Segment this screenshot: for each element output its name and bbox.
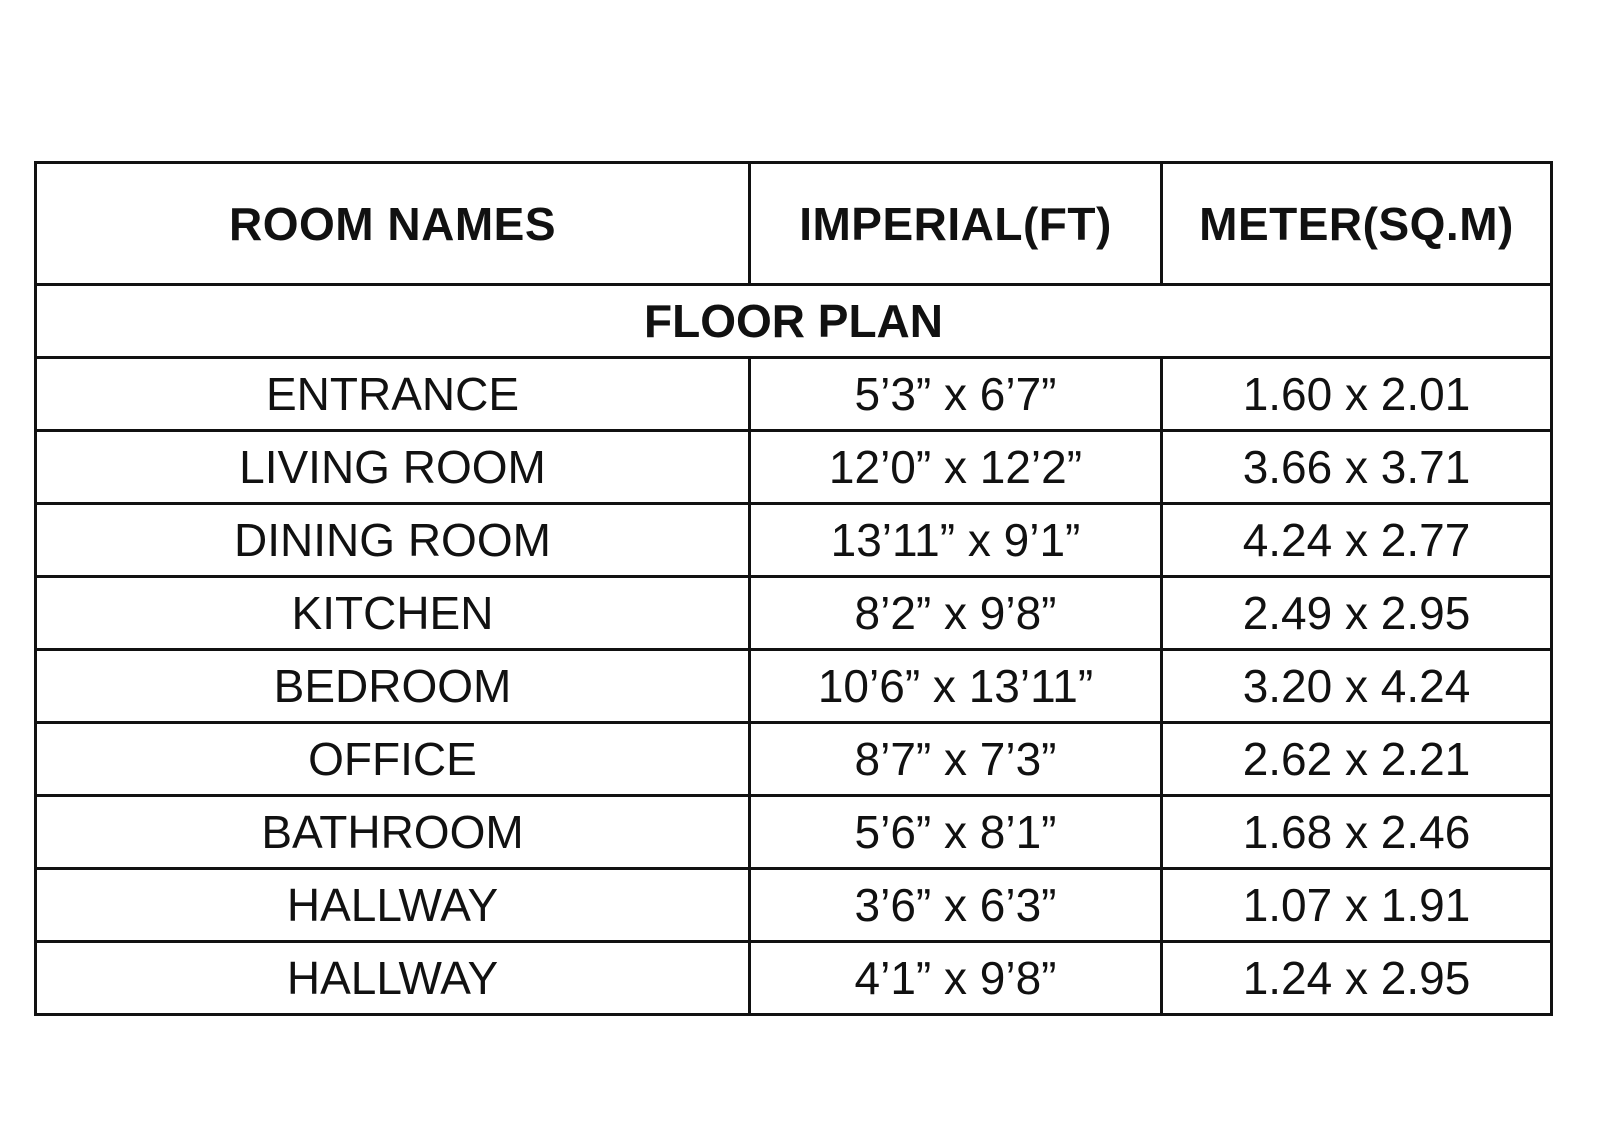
meter-cell: 1.60 x 2.01 — [1162, 358, 1552, 431]
meter-cell: 1.68 x 2.46 — [1162, 796, 1552, 869]
meter-cell: 4.24 x 2.77 — [1162, 504, 1552, 577]
header-imperial: IMPERIAL(FT) — [750, 163, 1162, 285]
imperial-cell: 3’6” x 6’3” — [750, 869, 1162, 942]
room-name-cell: ENTRANCE — [36, 358, 750, 431]
imperial-cell: 10’6” x 13’11” — [750, 650, 1162, 723]
section-title-floor-plan: FLOOR PLAN — [36, 285, 1552, 358]
imperial-cell: 8’7” x 7’3” — [750, 723, 1162, 796]
table-row — [36, 650, 1552, 723]
table-header-row — [36, 163, 1552, 285]
room-name-cell: LIVING ROOM — [36, 431, 750, 504]
imperial-cell: 8’2” x 9’8” — [750, 577, 1162, 650]
table-row — [36, 504, 1552, 577]
imperial-cell: 12’0” x 12’2” — [750, 431, 1162, 504]
room-name-cell: BATHROOM — [36, 796, 750, 869]
room-name-cell: HALLWAY — [36, 942, 750, 1015]
meter-cell: 1.07 x 1.91 — [1162, 869, 1552, 942]
room-dimensions-table — [34, 161, 1553, 1016]
section-row — [36, 285, 1552, 358]
meter-cell: 3.20 x 4.24 — [1162, 650, 1552, 723]
room-name-cell: HALLWAY — [36, 869, 750, 942]
table-row — [36, 723, 1552, 796]
table-row — [36, 869, 1552, 942]
meter-cell: 2.62 x 2.21 — [1162, 723, 1552, 796]
room-name-cell: OFFICE — [36, 723, 750, 796]
meter-cell: 1.24 x 2.95 — [1162, 942, 1552, 1015]
table-row — [36, 577, 1552, 650]
imperial-cell: 5’3” x 6’7” — [750, 358, 1162, 431]
header-room-names: ROOM NAMES — [36, 163, 750, 285]
imperial-cell: 5’6” x 8’1” — [750, 796, 1162, 869]
meter-cell: 3.66 x 3.71 — [1162, 431, 1552, 504]
imperial-cell: 13’11” x 9’1” — [750, 504, 1162, 577]
room-name-cell: DINING ROOM — [36, 504, 750, 577]
room-name-cell: BEDROOM — [36, 650, 750, 723]
table-row — [36, 431, 1552, 504]
table-row — [36, 942, 1552, 1015]
meter-cell: 2.49 x 2.95 — [1162, 577, 1552, 650]
room-name-cell: KITCHEN — [36, 577, 750, 650]
imperial-cell: 4’1” x 9’8” — [750, 942, 1162, 1015]
table-row — [36, 358, 1552, 431]
table-row — [36, 796, 1552, 869]
header-meter: METER(SQ.M) — [1162, 163, 1552, 285]
